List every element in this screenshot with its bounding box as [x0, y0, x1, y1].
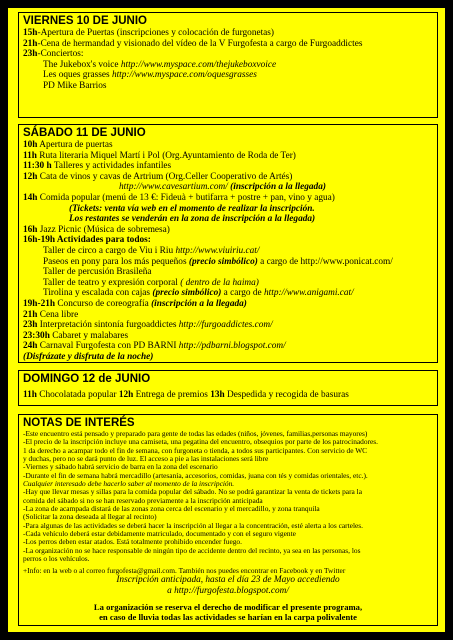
time-label: 16h: [23, 224, 38, 235]
time-label: 12h: [118, 390, 134, 400]
note-line: -Para algunas de las actividades se deberá hacer la inscripción al llegar a la concentración, esté alerta a los carteles.: [23, 520, 364, 530]
time-label: 11:30 h: [23, 161, 52, 172]
sat-item: [23, 172, 433, 183]
footer-line: La organización se reserva el derecho de modificar el presente programa,: [93, 601, 363, 612]
sat-item: [23, 193, 433, 204]
sat-item-detail: (Tickets: venta vía web en el momento de realizar la inscripción.: [69, 203, 315, 214]
item-text: Despedida y recogida de basuras: [224, 390, 349, 400]
saturday-section: [18, 124, 438, 363]
time-label: 23:30h: [23, 330, 50, 341]
sat-item: [23, 320, 433, 331]
note-line: comida del sábado si no se han reservado previamente a la inscripción anticipada: [23, 495, 263, 505]
item-text: -Conciertos:: [37, 49, 84, 60]
item-text: Cata de vinos y cavas de Artrium (Org.Celler Cooperativo de Artés): [37, 171, 293, 182]
time-label: 11h: [23, 390, 37, 400]
sat-item: [23, 341, 433, 352]
item-text: Chocolatada popular: [36, 390, 119, 400]
activity-link[interactable]: http://www.anigami.cat/: [264, 288, 354, 299]
sunday-section: [18, 370, 438, 406]
artium-link[interactable]: http://www.cavesartium.com/: [119, 182, 228, 193]
note-line: (Solicitar la zona deseada al llegar al recinto): [23, 512, 157, 522]
sat-item: [23, 235, 433, 246]
time-label: 23h: [23, 320, 38, 331]
item-text: Ruta literaria Miquel Martí i Pol (Org.Ayuntamiento de Roda de Ter): [36, 150, 296, 161]
time-label: 13h: [210, 390, 225, 400]
concert-oques: [23, 70, 433, 81]
item-note: (inscripción a la llegada): [227, 182, 326, 193]
item-text: -Apertura de Puertas (inscripciones y colocación de furgonetas): [37, 28, 275, 38]
item-text: Interpretación sintonía furgoaddictes: [37, 320, 179, 331]
activity: [23, 246, 433, 257]
activity-text: Tirolina y escalada con cajas: [43, 288, 153, 299]
sat-item: [23, 161, 433, 172]
item-text: Comida popular (menú de 13 €: Fideuà + butifarra + postre + pan, vino y agua): [37, 192, 335, 203]
note-line: -Cada vehículo deberá estar debidamente matriculado, documentado y con el seguro vigente: [23, 529, 296, 539]
time-label: 12h: [23, 171, 38, 182]
friday-title: VIERNES 10 DE JUNIO: [23, 15, 147, 27]
sunday-items: [23, 390, 433, 401]
item-text: Entrega de premios: [133, 390, 211, 400]
sat-item: [23, 225, 433, 236]
friday-item-dinner: [23, 39, 433, 50]
note-line: -Este encuentro está pensado y preparado para gente de todas las edades (niños, jóvenes, familias,personas mayores): [23, 429, 368, 438]
time-label: 16h-19h: [23, 235, 56, 246]
time-label: 19h-21h: [23, 298, 56, 309]
item-note: (inscripción a la llegada): [151, 298, 247, 309]
item-text: Apertura de puertas: [37, 140, 113, 150]
pdbarni-link[interactable]: http://pdbarni.blogspot.com/: [178, 341, 286, 352]
item-text: Concurso de coreografía: [55, 298, 152, 309]
activity-note: (precio simbólico): [188, 256, 258, 267]
activity-text: Taller de teatro y expresión corporal: [43, 277, 181, 288]
item-text: Jazz Picnic (Música de sobremesa): [37, 224, 170, 235]
furgoaddictes-link[interactable]: http://furgoaddictes.com/: [178, 320, 273, 331]
notes-title: NOTAS DE INTERÉS: [23, 417, 135, 429]
activity: [23, 257, 433, 268]
time-label: 10h: [23, 140, 38, 150]
concert-jukebox: [23, 60, 433, 71]
sat-item-detail: [23, 182, 433, 193]
sat-item: [23, 151, 433, 162]
note-line: -La organización no se hace responsable de ningún tipo de accidente dentro del recinto, ya sea en las personas, los: [23, 545, 361, 555]
band-name: The Jukebox's voice: [43, 59, 121, 70]
band-link[interactable]: http://www.myspace.com/oquesgrasses: [111, 70, 257, 81]
band-link[interactable]: http://www.myspace.com/thejukeboxvoice: [120, 59, 277, 70]
note-line: -Los perros deben estar atados. Está totalmente prohibido encender fuego.: [23, 537, 242, 547]
friday-item-concerts: [23, 49, 433, 60]
sat-item: [23, 310, 433, 321]
item-text: Carnaval Furgofesta con PD BARNI: [37, 341, 179, 352]
note-line: y duchas, pero no se dará punto de luz. El acceso a pie a las instalaciones será libre: [23, 454, 269, 464]
signup-link[interactable]: a http://furgofesta.blogspot.com/: [167, 585, 289, 596]
band-name: Les oques grasses: [43, 70, 112, 81]
sat-item: [23, 140, 433, 151]
sat-item: [23, 331, 433, 342]
saturday-title: SÁBADO 11 DE JUNIO: [23, 127, 146, 139]
note-line: Cualquier interesado debe hacerlo saber al momento de la inscripción.: [23, 479, 235, 489]
info-line: +Info: en la web o al correo furgofesta@gmail.com. También nos puedes encontrar en Facebook y en Twitter: [23, 565, 346, 575]
time-label: 21h: [23, 309, 38, 320]
time-label: 15h: [23, 28, 38, 38]
activity: [23, 288, 433, 299]
note-line: -Durante el fin de semana habrá mercadillo (artesanía, accesorios, comidas, juana con tés y comidas orientales, etc.).: [23, 470, 368, 480]
activity-link[interactable]: http://www.viuiriu.cat/: [175, 245, 260, 256]
note-line: -Hay que llevar mesas y sillas para la comida popular del sábado. No se podrá garantizar la venta de tickets para la: [23, 487, 363, 497]
notes-section: [18, 414, 438, 626]
note-line: -El precio de la inscripción incluye una camiseta, una pegatina del encuentro, obsequios por parte de los patrocinadores.: [23, 437, 379, 447]
activity-tail: a cargo de: [221, 288, 264, 299]
activity: [23, 278, 433, 289]
item-text: -Cena de hermandad y visionado del vídeo de la V Furgofesta a cargo de Furgoaddictes: [37, 38, 363, 49]
activity-note: (precio simbólico): [152, 288, 222, 299]
sat-item: [23, 299, 433, 310]
activity-note: ( dentro de la haima): [180, 277, 259, 288]
note-line: -La zona de acampada distará de las zonas zona cerca del escenario y el mercadillo, y zona tranquila: [23, 504, 320, 514]
note-line: -Viernes y sábado habrá servicio de barra en la zona del escenario: [23, 462, 218, 472]
friday-section: [18, 12, 438, 118]
concert-pd-mike: [23, 81, 433, 92]
band-name: PD Mike Barrios: [43, 80, 107, 91]
note-line: perros o los vehículos.: [23, 554, 90, 564]
sunday-title: DOMINGO 12 de JUNIO: [23, 373, 151, 385]
activity-text: Taller de circo a cargo de Viu i Riu: [43, 245, 176, 256]
activity: Taller de percusión Brasileña: [43, 267, 152, 278]
sat-item-detail: (Disfrázate y disfruta de la noche): [23, 351, 154, 362]
item-text: Cena libre: [37, 309, 79, 320]
footer-line: en caso de lluvia todas las actividades se harían en la carpa polivalente: [99, 612, 357, 623]
sat-item-detail: Los restantes se venderán en la zona de inscripción a la llegada): [69, 214, 316, 225]
friday-item-opening: [23, 28, 433, 39]
time-label: 24h: [23, 341, 38, 352]
time-label: 11h: [23, 150, 37, 161]
activity-tail: a cargo de http://www.ponicat.com/: [257, 256, 393, 267]
signup-line: Inscripción anticipada, hasta el día 23 de Mayo accediendo: [116, 574, 340, 585]
time-label: 23h: [23, 49, 38, 60]
activity-text: Paseos en pony para los más pequeños: [43, 256, 189, 267]
time-label: 14h: [23, 192, 38, 203]
note-line: 1 da derecho a acampar todo el fin de semana, con furgoneta o tienda, a todos sus participantes. Con servicio de WC: [23, 445, 368, 455]
time-label: 21h: [23, 38, 38, 49]
item-text: Cabaret y malabares: [49, 330, 129, 341]
item-text: Talleres y actividades infantiles: [51, 161, 172, 172]
poster: [8, 8, 445, 632]
item-text: Actividades para todos:: [55, 235, 151, 246]
